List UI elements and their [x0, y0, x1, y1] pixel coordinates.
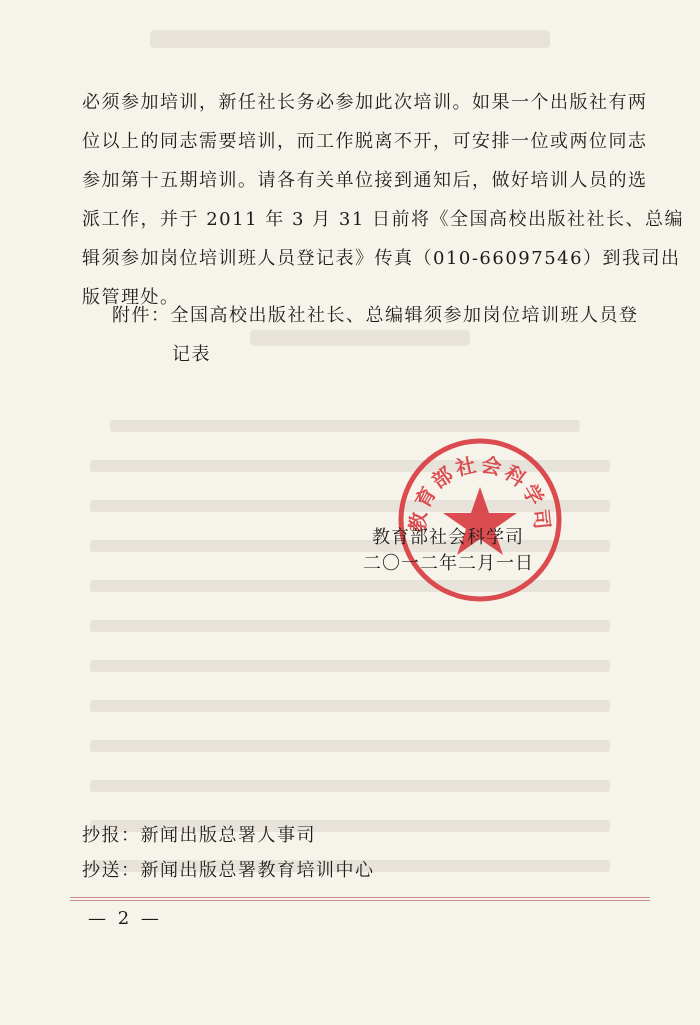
body-line: 必须参加培训，新任社长务必参加此次培训。如果一个出版社有两 — [82, 92, 648, 113]
attachment-line: 记表 — [172, 344, 211, 365]
issuer-name: 教育部社会科学司 — [372, 527, 524, 548]
cc-block — [0, 820, 700, 880]
cc-send-label: 抄送： — [82, 860, 141, 881]
page-number: — 2 — — [88, 908, 162, 929]
body-line: 辑须参加岗位培训班人员登记表》传真（010-66097546）到我司出 — [82, 248, 681, 269]
cc-report-label: 抄报： — [82, 825, 141, 846]
body-paragraph — [0, 0, 700, 308]
issuer-block — [0, 520, 700, 580]
issue-date: 二〇一二年二月一日 — [363, 553, 534, 574]
body-line: 参加第十五期培训。请各有关单位接到通知后，做好培训人员的选 — [82, 170, 648, 191]
attachment-block — [0, 300, 700, 370]
cc-report-row — [82, 825, 316, 847]
seal-text: 教育部社会科学司 — [405, 452, 555, 534]
attachment-line: 附件：全国高校出版社社长、总编辑须参加岗位培训班人员登 — [112, 305, 639, 326]
body-line: 版管理处。 — [82, 287, 180, 308]
body-line: 派工作，并于 2011 年 3 月 31 日前将《全国高校出版社社长、总编 — [82, 209, 684, 230]
cc-send-to: 新闻出版总署教育培训中心 — [140, 860, 375, 881]
footer — [0, 895, 700, 955]
cc-send-row — [82, 860, 375, 882]
cc-report-to: 新闻出版总署人事司 — [140, 825, 316, 846]
body-line: 位以上的同志需要培训，而工作脱离不开，可安排一位或两位同志 — [82, 131, 648, 152]
